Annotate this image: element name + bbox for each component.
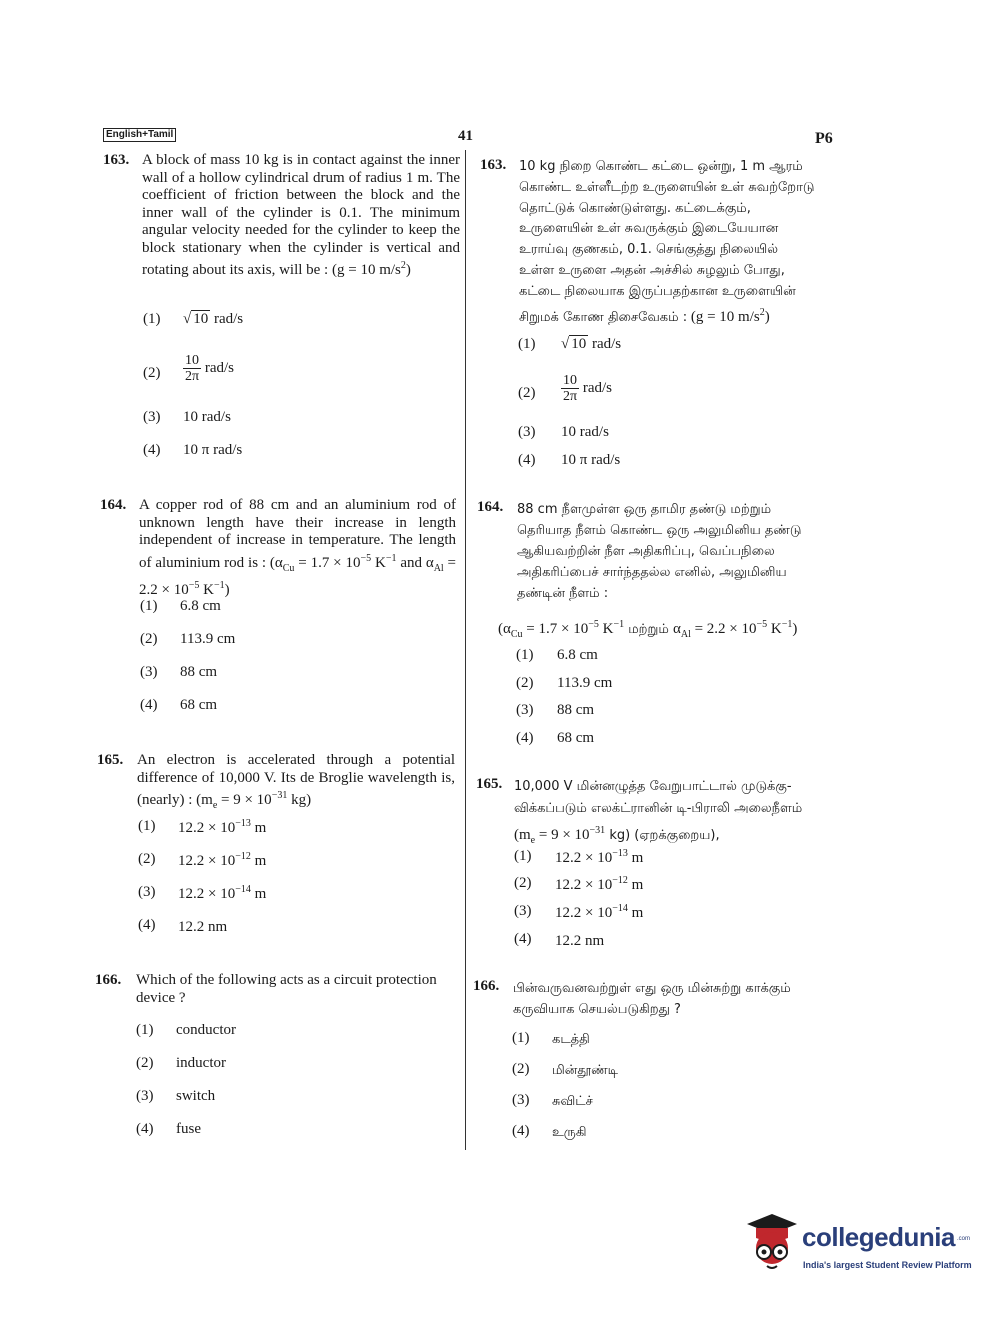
collegedunia-mascot-icon (742, 1212, 802, 1282)
option-value: $12.2 \times 10^{-12}$ m (555, 875, 644, 893)
option-value: 10 rad/s (183, 409, 231, 425)
tamil-line: 10,000 V மின்னழுத்த வேறுபாட்டால் முடுக்கு- (514, 779, 792, 794)
option-number: (3) (512, 1092, 530, 1108)
option-value: 12.2 nm (555, 933, 605, 949)
question-text (519, 157, 839, 328)
option-number: (2) (518, 385, 536, 401)
option-number: (2) (136, 1055, 154, 1071)
option-value: 10 π rad/s (561, 452, 621, 468)
given-coefficients: ($\alpha_{Cu} = 1.7 \times 10^{-5}$ $K^{-1}$ and $\alpha_{Al} = 2.2 \times 10^{-5}$ $K^{-1}$) (139, 552, 457, 598)
question-number: 164. (100, 497, 127, 513)
option-value: conductor (176, 1022, 236, 1038)
tamil-line: தெரியாத நீளம் கொண்ட ஒரு அலுமினிய தண்டு (517, 523, 802, 538)
tamil-line: உருளையின் உள் சுவருக்கும் இடையேயான (519, 221, 779, 237)
option-value: $\frac{10}{2\pi}$ rad/s (563, 373, 612, 404)
option-value: switch (176, 1088, 216, 1104)
question-text (517, 499, 837, 604)
option-number: (1) (514, 848, 532, 864)
column-divider (465, 150, 466, 1150)
option-number: (1) (512, 1030, 530, 1046)
option-value: 6.8 cm (557, 647, 598, 663)
option-number: (1) (138, 818, 156, 834)
option-value: $\frac{10}{2\pi}$ rad/s (185, 353, 234, 384)
question-number: 164. (477, 499, 504, 515)
option-number: (2) (140, 631, 158, 647)
tamil-line: உராய்வு குணகம், 0.1. செங்குத்து நிலையில் (519, 242, 779, 258)
option-value: கடத்தி (552, 1032, 590, 1047)
option-value: 6.8 cm (180, 598, 221, 614)
given-coefficients: ($\alpha_{Cu} = 1.7 \times 10^{-5}$ $K^{-1}$ மற்றும் $\alpha_{Al} = 2.2 \times 10^{-5}$ $K^{-1}$) (498, 619, 798, 640)
option-number: (3) (136, 1088, 154, 1104)
question-number: 166. (473, 978, 500, 994)
option-number: (3) (138, 884, 156, 900)
option-value: fuse (176, 1121, 201, 1137)
sqrt-expression: √ 10 (183, 311, 209, 327)
option-number: (2) (512, 1061, 530, 1077)
question-body: A block of mass 10 kg is in contact against the inner wall of a hollow cylindrical drum of radius 1 m. The coefficient of friction between the block and the inner wall of the cylinder is 0.1. The minimum angular velocity needed for the cylinder to keep the block stationary when the cylinder is vertical and rotating about its axis, will be : (142, 152, 460, 278)
question-text: Which of the following acts as a circuit protection device ? (136, 972, 437, 1006)
tamil-line: 88 cm நீளமுள்ள ஒரு தாமிர தண்டு மற்றும் (517, 502, 772, 517)
option-value: 88 cm (180, 664, 218, 680)
option-number: (4) (518, 452, 536, 468)
tamil-line: விக்கப்படும் எலக்ட்ரானின் டி-பிராலி அலைநீளம் (514, 801, 803, 816)
question-text (514, 776, 836, 852)
option-value: $12.2 \times 10^{-12}$ m (178, 851, 267, 869)
language-label: English+Tamil (103, 128, 176, 142)
option-value: 88 cm (557, 702, 595, 718)
option-number: (1) (136, 1022, 154, 1038)
option-number: (4) (512, 1123, 530, 1139)
question-body: An electron is accelerated through a potential difference of 10,000 V. Its de Broglie wavelength is, (nearly) : (m (137, 752, 455, 808)
tamil-line: கொண்ட உள்ளீடற்ற உருளையின் உள் சுவற்றோடு (519, 179, 815, 195)
option-number: (4) (514, 931, 532, 947)
question-number: 165. (97, 752, 124, 768)
option-number: (3) (516, 702, 534, 718)
option-number: (1) (140, 598, 158, 614)
option-number: (1) (518, 336, 536, 352)
question-body: A copper rod of 88 cm and an aluminium rod of unknown length have their increase in length independent of increase in temperature. The length of aluminium rod is : (139, 497, 456, 571)
option-value: inductor (176, 1055, 226, 1071)
option-number: (4) (140, 697, 158, 713)
tamil-line: உள்ள உருளை அதன் அச்சில் சுழலும் போது, (519, 262, 785, 278)
sqrt-expression: √ 10 (561, 336, 587, 352)
option-value: 113.9 cm (557, 675, 613, 691)
option-number: (1) (516, 647, 534, 663)
option-value: 12.2 nm (178, 919, 228, 935)
question-number: 163. (480, 157, 507, 173)
given-mass: ($m_e = 9 \times 10^{-31}$ kg) (ஏறக்குறைய), (514, 825, 720, 846)
option-number: (3) (518, 424, 536, 440)
question-text: An electron is accelerated through a potential difference of 10,000 V. Its de Broglie wavelength is, (nearly) : ($m_e = 9 \times 10^{-31}$ kg) (137, 752, 455, 811)
option-value: $12.2 \times 10^{-14}$ m (178, 884, 267, 902)
option-number: (4) (136, 1121, 154, 1137)
question-text (513, 978, 835, 1020)
logo-tagline: India's largest Student Review Platform (803, 1260, 972, 1270)
fraction: $\frac{10}{2\pi}$ (185, 353, 200, 384)
option-number: (2) (138, 851, 156, 867)
option-number: (3) (143, 409, 161, 425)
tamil-line: பின்வருவனவற்றுள் எது ஒரு மின்சுற்று காக்கும் (513, 981, 791, 996)
tamil-line: கட்டை நிலையாக இருப்பதற்கான உருளையின் (519, 283, 796, 299)
tamil-line: 10 kg நிறை கொண்ட கட்டை ஒன்று, 1 m ஆரம் (519, 159, 803, 174)
option-number: (1) (143, 311, 161, 327)
option-number: (3) (140, 664, 158, 680)
option-number: (4) (143, 442, 161, 458)
fraction: $\frac{10}{2\pi}$ (563, 373, 578, 404)
question-number: 163. (103, 152, 130, 168)
option-number: (2) (516, 675, 534, 691)
option-value: $12.2 \times 10^{-13}$ m (555, 848, 644, 866)
option-number: (3) (514, 903, 532, 919)
option-value: உருகி (552, 1125, 587, 1140)
tamil-line: கருவியாக செயல்படுகிறது ? (513, 1002, 681, 1017)
tamil-line: தண்டின் நீளம் : (517, 586, 609, 601)
question-text (139, 497, 456, 600)
option-number: (4) (516, 730, 534, 746)
logo-domain: .com (957, 1236, 971, 1242)
option-value: √ 10 rad/s (561, 336, 622, 352)
option-value: 10 π rad/s (183, 442, 243, 458)
logo-wordmark[interactable]: collegedunia (802, 1222, 955, 1252)
tamil-line: தொட்டுக் கொண்டுள்ளது. கட்டைக்கும், (519, 200, 751, 216)
option-value: 68 cm (557, 730, 595, 746)
question-text (142, 152, 460, 280)
option-value: √ 10 rad/s (183, 311, 244, 327)
option-value: 10 rad/s (561, 424, 609, 440)
tamil-line-with-given: சிறுமக் கோண திசைவேகம் : (g = 10 $m/s^2$) (519, 306, 770, 325)
option-value: சுவிட்ச் (552, 1094, 593, 1109)
given-g: (g = 10 $m/s^2$) (331, 260, 411, 278)
option-number: (2) (514, 875, 532, 891)
question-number: 165. (476, 776, 503, 792)
option-value: மின்தூண்டி (552, 1063, 618, 1078)
option-value: 68 cm (180, 697, 218, 713)
tamil-line: அதிகரிப்பைச் சார்ந்ததல்ல எனில், அலுமினிய (517, 565, 787, 580)
option-value: $12.2 \times 10^{-14}$ m (555, 903, 644, 921)
page-number: 41 (458, 128, 473, 144)
page-code: P6 (815, 130, 833, 147)
question-number: 166. (95, 972, 122, 988)
option-number: (2) (143, 365, 161, 381)
option-number: (4) (138, 917, 156, 933)
option-value: $12.2 \times 10^{-13}$ m (178, 818, 267, 836)
tamil-line: ஆகியவற்றின் நீள அதிகரிப்பு, வெப்பநிலை (517, 544, 775, 559)
option-value: 113.9 cm (180, 631, 236, 647)
